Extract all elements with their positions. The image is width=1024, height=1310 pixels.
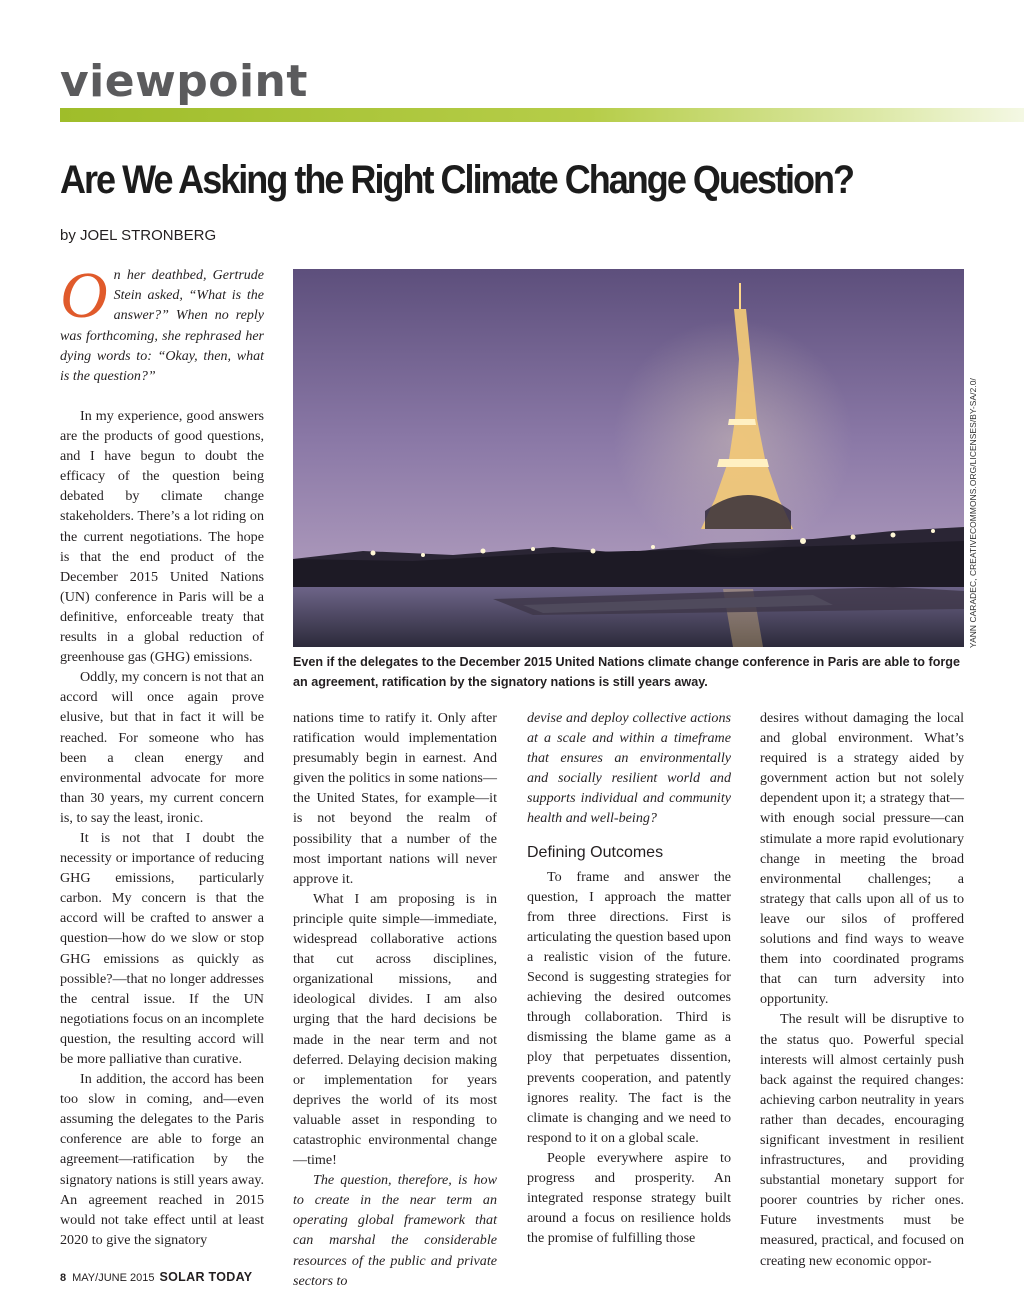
issue-date: MAY/JUNE 2015 [72,1272,155,1284]
paragraph: It is not that I doubt the necessity or importance of reducing GHG emissions, particularly carbon. My concern is that the accord will be crafted to answer a question—how do we slow or stop GHG emissions as quickly as possible?—that no longer addresses the central issue. If the UN negotiations focus on an incomplete question, the resulting accord will be more palliative than curative. [60,829,264,1067]
drop-cap: O [60,259,108,332]
paragraph: desires without damaging the local and global environment. What’s required is a strategy aided by government action but not solely dependent upon it; a strategy that—with enough social pressure—can stimulate a more rapid evolutionary change in meeting the broad environmental challenges; a strategy that calls upon all of us to leave our silos of proffered solutions and find ways to weave them into coordinated programs that can turn adversity into opportunity. [760,710,964,1008]
body-column-4 [760,708,964,1271]
paragraph: The result will be disruptive to the status quo. Powerful special interests will almost certainly push back against the required changes: achieving carbon neutrality in years rather than decades, encouraging significant investment in resilient infrastructures, and providing substantial monetary support for poorer countries by richer ones. Future investments must be measured, practical, and focused on creating new economic oppor- [760,1011,964,1269]
page-number: 8 [60,1272,67,1284]
section-divider-bar [60,108,1024,122]
paragraph: In my experience, good answers are the products of good questions, and I have begun to doubt the efficacy of the question being debated by climate change stakeholders. There’s a lot riding on the current negotiations. The hope is that the end product of the December 2015 United Nations (UN) conference in Paris will be a definitive, enforceable treaty that results in a global reduction of greenhouse gas (GHG) emissions. [60,408,264,666]
paragraph: devise and deploy collective actions at a scale and within a timeframe that ensures an environmentally and socially resilient world and supports individual and community health and well-being? [527,710,731,827]
section-label: viewpoint [60,56,308,107]
photo-credit: YANN CARADEC, CREATIVECOMMONS.ORG/LICENSES/BY-SA/2.0/ [968,378,978,648]
paragraph: nations time to ratify it. Only after ratification would implementation presumably begin in earnest. And given the politics in some nations—the United States, for example—it is not beyond the realm of possibility that a number of the most important nations will never approve it. [293,710,497,887]
paragraph: In addition, the accord has been too slow in coming, and—even assuming the delegates to the Paris conference are able to forge an agreement—ratification by the signatory nations is still years away. An agreement reached in 2015 would not take effect until at least 2020 to give the signatory [60,1071,264,1248]
photo-caption: Even if the delegates to the December 2015 United Nations climate change conference in Paris are able to forge an agreement, ratification by the signatory nations is still years away. [293,655,960,689]
magazine-name: SOLAR TODAY [159,1270,253,1284]
paragraph: The question, therefore, is how to create in the near term an operating global framework that can marshal the considerable resources of the public and private sectors to [293,1172,497,1289]
article-headline: Are We Asking the Right Climate Change Question? [60,158,854,202]
body-column-3 [527,708,731,1248]
subheading: Defining Outcomes [527,843,664,861]
eiffel-tower-photo [293,269,964,647]
paragraph: Oddly, my concern is not that an accord will once again prove elusive, but that in fact it will be reached. For someone who has been a clean energy and environmental advocate for more than 30 years, my current concern is, to say the least, ironic. [60,669,264,826]
paragraph: People everywhere aspire to progress and prosperity. An integrated response strategy built around a focus on resilience holds the promise of fulfilling those [527,1149,731,1247]
page-footer [60,1270,252,1284]
body-column-2 [293,708,497,1291]
paragraph: To frame and answer the question, I approach the matter from three directions. First is articulating the question based upon a realistic vision of the future. Second is suggesting strategies for achieving the desired outcomes through collaboration. Third is dismissing the blame game as a ploy that perpetuates dissention, prevents cooperation, and patently ignores reality. The fact is the climate is changing and we need to respond to it on a global scale. [527,868,731,1146]
intro-paragraph [60,259,264,387]
body-column-1 [60,406,264,1250]
article-byline: by JOEL STRONBERG [60,227,217,244]
paragraph: What I am proposing is in principle quite simple—immediate, widespread collaborative actions that cut across disciplines, organizational missions, and ideological divides. I am also urging that the hard decisions be made in the near term and not deferred. Delaying decision making or implementation for years deprives the world of its most valuable asset in responding to catastrophic environmental change—time! [293,890,497,1169]
intro-text: n her deathbed, Gertrude Stein asked, “What is the answer?” When no reply was forthcoming, she rephrased her dying words to: “Okay, then, what is the question?” [60,268,264,385]
